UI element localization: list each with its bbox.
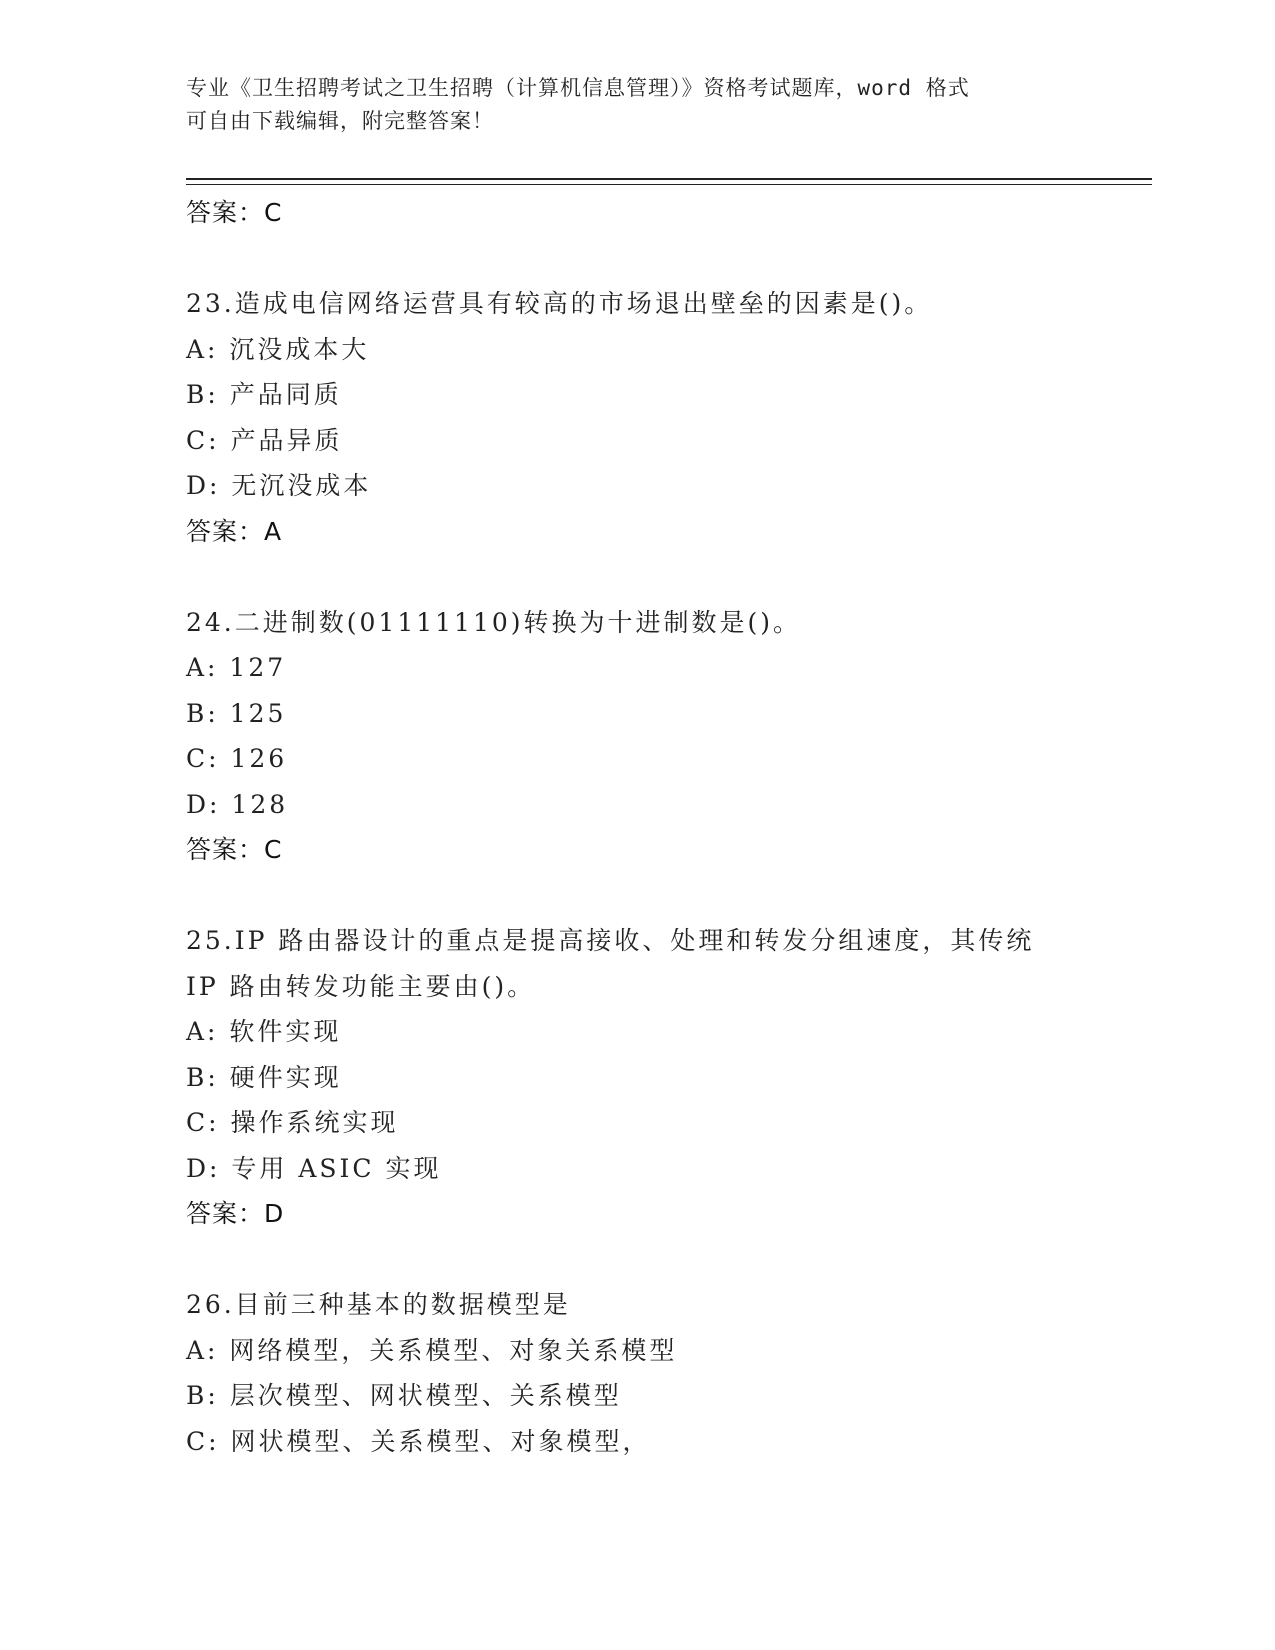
header-divider-thin <box>186 184 1152 185</box>
question-25 <box>186 918 1152 1236</box>
option-b: B: 125 <box>186 698 287 728</box>
answer-line: 答案：A <box>186 516 283 546</box>
question-text: 26.目前三种基本的数据模型是 <box>186 1290 571 1319</box>
option-a: A: 沉没成本大 <box>186 334 370 364</box>
option-b: B: 层次模型、网状模型、关系模型 <box>186 1381 622 1410</box>
question-text: 23.造成电信网络运营具有较高的市场退出壁垒的因素是()。 <box>186 289 933 318</box>
answer-line: 答案：C <box>186 198 283 227</box>
option-c: C: 操作系统实现 <box>186 1108 399 1137</box>
option-a: A: 127 <box>186 653 287 682</box>
document-header <box>186 72 1066 138</box>
option-b: B: 硬件实现 <box>186 1062 342 1092</box>
option-c: C: 产品异质 <box>186 425 343 455</box>
header-line-2: 可自由下载编辑，附完整答案！ <box>186 109 494 133</box>
option-d: D: 专用 ASIC 实现 <box>186 1153 442 1183</box>
answer-line: 答案：D <box>186 1199 285 1228</box>
header-divider-thick <box>186 178 1152 180</box>
option-a: A: 网络模型，关系模型、对象关系模型 <box>186 1335 678 1365</box>
question-24 <box>186 600 1152 873</box>
answer-line: 答案：C <box>186 835 283 864</box>
option-b: B: 产品同质 <box>186 380 342 409</box>
question-text-line-2: IP 路由转发功能主要由()。 <box>186 971 536 1001</box>
question-23 <box>186 281 1152 554</box>
page-content <box>186 190 1152 1464</box>
option-d: D: 128 <box>186 789 289 819</box>
option-a: A: 软件实现 <box>186 1017 342 1046</box>
question-text-line-1: 25.IP 路由器设计的重点是提高接收、处理和转发分组速度，其传统 <box>186 926 1035 955</box>
option-c: C: 126 <box>186 744 288 773</box>
question-26 <box>186 1282 1152 1464</box>
option-d: D: 无沉没成本 <box>186 471 372 500</box>
header-line-1: 专业《卫生招聘考试之卫生招聘（计算机信息管理）》资格考试题库，word 格式 <box>186 76 970 100</box>
option-c: C: 网状模型、关系模型、对象模型， <box>186 1426 651 1456</box>
question-text: 24.二进制数(01111110)转换为十进制数是()。 <box>186 607 802 637</box>
